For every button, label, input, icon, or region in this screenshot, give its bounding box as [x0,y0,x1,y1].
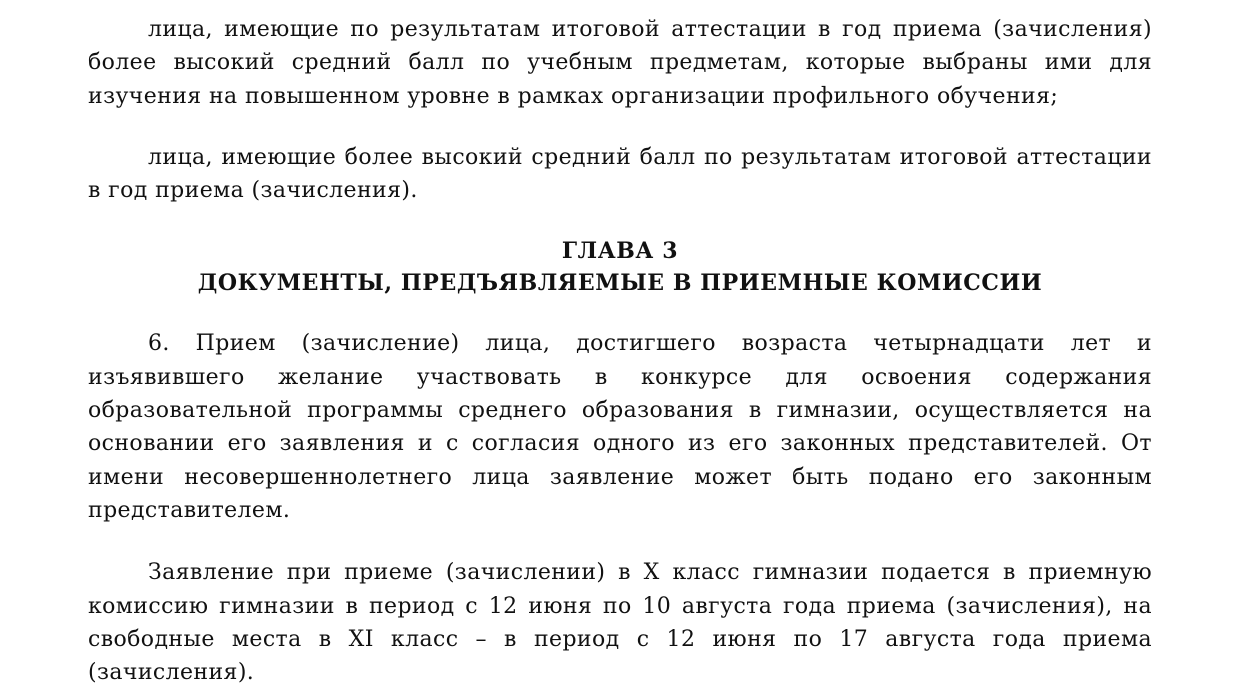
spacer [88,299,1152,327]
document-page [88,13,1152,689]
spacer [88,207,1152,235]
paragraph-application-period: Заявление при приеме (зачислении) в X класс гимназии подается в приемную комиссию гимназии в период с 12 июня по 10 августа года приема (зачисления), на свободные места в XI класс – в период с 12 июня по 17 августа года приема (зачисления). [88,560,1152,686]
paragraph-6-admission: 6. Прием (зачисление) лица, достигшего возраста четырнадцати лет и изъявившего желание участвовать в конкурсе для освоения содержания образовательной программы среднего образования в гимназии, осуществляется на основании его заявления и с согласия одного из его законных представителей. От имени несовершеннолетнего лица заявление может быть подано его законным представителем. [88,331,1152,523]
chapter-title: ДОКУМЕНТЫ, ПРЕДЪЯВЛЯЕМЫЕ В ПРИЕМНЫЕ КОМИССИИ [197,270,1043,297]
chapter-number: ГЛАВА 3 [561,238,679,265]
spacer [88,527,1152,556]
spacer [88,113,1152,141]
paragraph-higher-profile-score: лица, имеющие по результатам итоговой аттестации в год приема (зачисления) более высокий средний балл по учебным предметам, которые выбраны ими для изучения на повышенном уровне в рамках организации профильного обучения; [88,17,1152,109]
paragraph-higher-average-score: лица, имеющие более высокий средний балл по результатам итоговой аттестации в год приема (зачисления). [88,144,1152,204]
